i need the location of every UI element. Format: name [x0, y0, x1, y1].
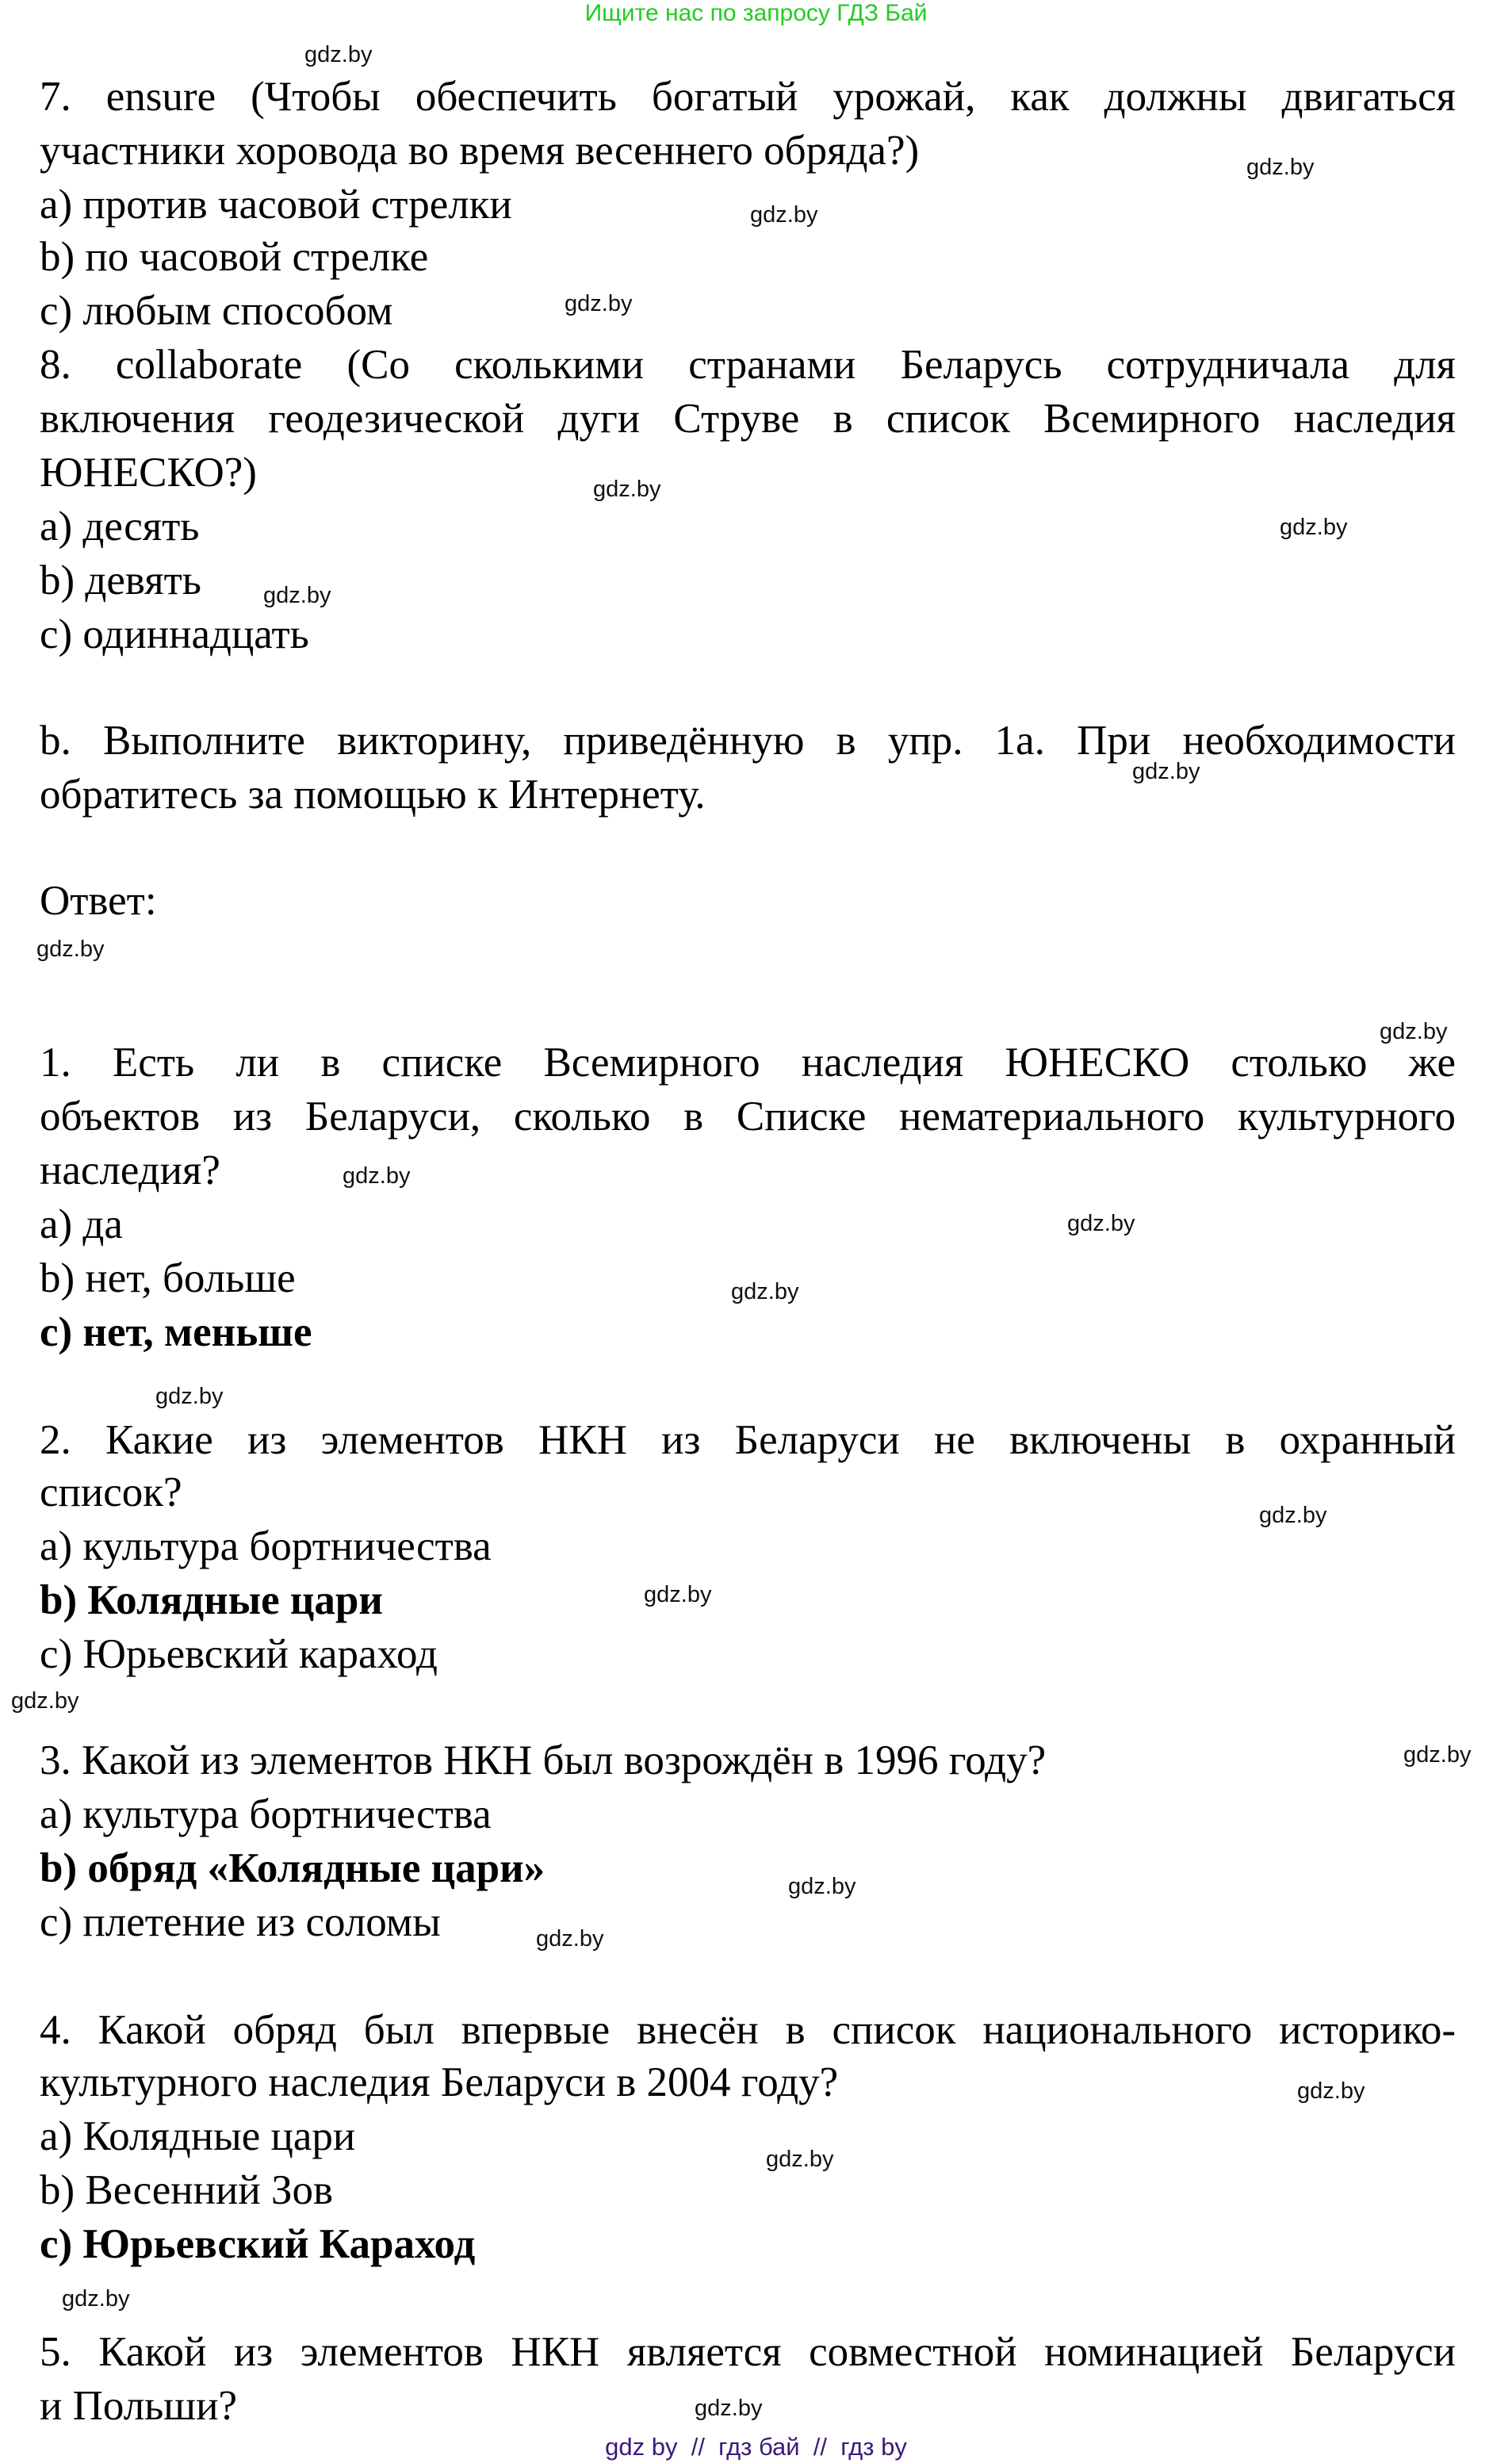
question-8-line-3: ЮНЕСКО?)	[40, 450, 257, 496]
watermark: gdz.by	[593, 477, 661, 502]
answer-2-option-c: c) Юрьевский караход	[40, 1631, 438, 1677]
answer-3-line-1: 3. Какой из элементов НКН был возрождён в 1996 году?	[40, 1737, 1047, 1783]
watermark: gdz.by	[1246, 155, 1315, 180]
watermark: gdz.by	[263, 583, 331, 608]
answer-3-option-c: c) плетение из соломы	[40, 1899, 441, 1945]
answer-1-line-2: объектов из Беларуси, сколько в Списке нематериального культурного	[40, 1094, 1456, 1140]
watermark: gdz.by	[766, 2147, 834, 2172]
question-7-line-2: участники хоровода во время весеннего обряда?)	[40, 128, 920, 174]
watermark: gdz.by	[62, 2286, 130, 2312]
answer-label: Ответ:	[40, 878, 157, 924]
question-8-line-2: включения геодезической дуги Струве в список Всемирного наследия	[40, 396, 1456, 442]
question-8-option-a: a) десять	[40, 504, 200, 550]
question-7-option-b: b) по часовой стрелке	[40, 234, 429, 280]
answer-2-option-a: a) культура бортничества	[40, 1523, 492, 1569]
watermark: gdz.by	[304, 42, 373, 67]
watermark: gdz.by	[155, 1384, 224, 1409]
watermark: gdz.by	[1280, 515, 1348, 540]
watermark: gdz.by	[36, 937, 105, 962]
question-8-line-1: 8. collaborate (Со сколькими странами Беларусь сотрудничала для	[40, 342, 1456, 388]
question-7-option-c: c) любым способом	[40, 288, 393, 334]
watermark: gdz.by	[343, 1163, 411, 1189]
answer-2-option-b-correct: b) Колядные цари	[40, 1577, 383, 1623]
answer-4-line-2: культурного наследия Беларуси в 2004 году?	[40, 2059, 839, 2105]
task-b-line-2: обратитесь за помощью к Интернету.	[40, 772, 706, 818]
watermark: gdz.by	[788, 1874, 856, 1899]
question-7-option-a: a) против часовой стрелки	[40, 182, 512, 228]
answer-3-option-b-correct: b) обряд «Колядные цари»	[40, 1845, 545, 1891]
answer-4-line-1: 4. Какой обряд был впервые внесён в список национального историко-	[40, 2007, 1456, 2053]
watermark: gdz.by	[1259, 1503, 1327, 1528]
task-b-line-1: b. Выполните викторину, приведённую в упр. 1a. При необходимости	[40, 718, 1456, 764]
answer-1-option-a: a) да	[40, 1201, 123, 1247]
watermark: gdz.by	[536, 1926, 604, 1952]
watermark: gdz.by	[1067, 1211, 1135, 1236]
watermark: gdz.by	[695, 2396, 763, 2421]
answer-5-line-1: 5. Какой из элементов НКН является совместной номинацией Беларуси	[40, 2329, 1456, 2375]
footer-links: gdz by // гдз бай // гдз by	[605, 2433, 907, 2461]
answer-1-line-1: 1. Есть ли в списке Всемирного наследия ЮНЕСКО столько же	[40, 1040, 1456, 1086]
watermark: gdz.by	[1132, 759, 1200, 784]
watermark: gdz.by	[731, 1279, 799, 1304]
search-banner: Ищите нас по запросу ГДЗ Бай	[584, 0, 928, 26]
watermark: gdz.by	[1403, 1742, 1472, 1768]
answer-4-option-b: b) Весенний Зов	[40, 2167, 334, 2213]
watermark: gdz.by	[644, 1582, 712, 1607]
answer-5-line-2: и Польши?	[40, 2383, 238, 2429]
answer-4-option-c-correct: c) Юрьевский Караход	[40, 2221, 476, 2267]
answer-1-option-b: b) нет, больше	[40, 1255, 296, 1301]
watermark: gdz.by	[11, 1688, 79, 1714]
answer-2-line-2: список?	[40, 1469, 182, 1515]
question-8-option-c: c) одиннадцать	[40, 611, 309, 657]
answer-4-option-a: a) Колядные цари	[40, 2113, 356, 2159]
question-7-line-1: 7. ensure (Чтобы обеспечить богатый урожай, как должны двигаться	[40, 74, 1456, 120]
watermark: gdz.by	[1297, 2078, 1365, 2104]
watermark: gdz.by	[750, 202, 818, 228]
answer-3-option-a: a) культура бортничества	[40, 1791, 492, 1837]
watermark: gdz.by	[1380, 1019, 1448, 1044]
answer-1-option-c-correct: c) нет, меньше	[40, 1309, 312, 1355]
answer-1-line-3: наследия?	[40, 1147, 220, 1193]
watermark: gdz.by	[565, 291, 633, 316]
answer-2-line-1: 2. Какие из элементов НКН из Беларуси не включены в охранный	[40, 1417, 1456, 1463]
question-8-option-b: b) девять	[40, 557, 201, 603]
